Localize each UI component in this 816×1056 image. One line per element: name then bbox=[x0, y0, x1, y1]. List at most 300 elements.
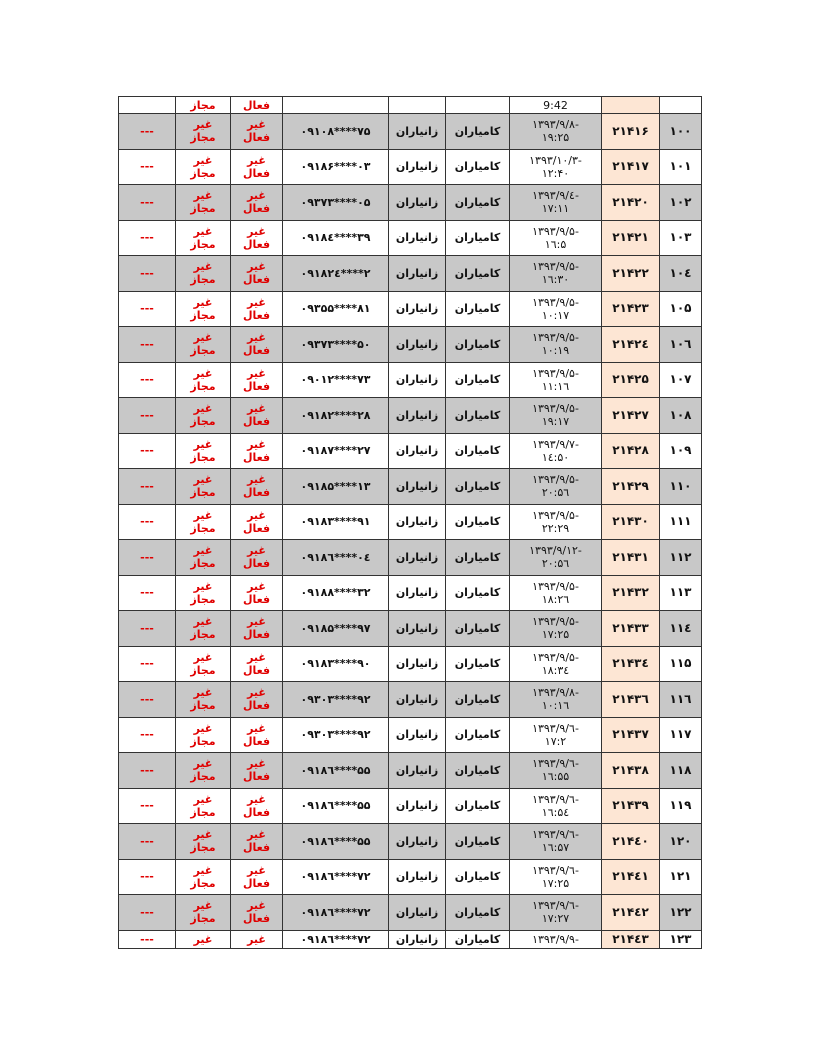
activity-status-cell-line: غیر bbox=[247, 828, 266, 842]
row-number-cell: ۱۲۲ bbox=[660, 895, 702, 931]
date-cell-line: ۱۸:۲٦ bbox=[541, 592, 570, 606]
date-cell-line: ۱۳۹۳/۹/۵- bbox=[532, 473, 579, 487]
activity-status-cell-line: فعال bbox=[242, 912, 271, 926]
phone-cell: ۰۹۱۸٦****۰٤ bbox=[283, 540, 389, 576]
row-number-cell: ۱۰۳ bbox=[660, 220, 702, 256]
date-cell bbox=[510, 469, 602, 505]
date-cell bbox=[510, 611, 602, 647]
date-cell-line: ۱۳۹۳/۹/۸- bbox=[532, 118, 579, 132]
city-cell bbox=[446, 97, 510, 114]
phone-cell: ۰۹۱۸٦****۷۲ bbox=[283, 895, 389, 931]
date-cell bbox=[510, 646, 602, 682]
activity-status-cell-line: غیر bbox=[247, 189, 266, 203]
activity-status-cell-line: غیر bbox=[247, 579, 266, 593]
authorization-status-cell bbox=[176, 398, 231, 434]
date-cell bbox=[510, 753, 602, 789]
phone-cell: ۰۹۳۵۵****۸۱ bbox=[283, 291, 389, 327]
date-cell-line: ۱۳۹۳/۹/۵- bbox=[532, 508, 579, 522]
company-cell: زانیاران bbox=[389, 824, 446, 860]
table-row bbox=[119, 185, 702, 221]
date-cell-line: ۱۳۹۳/۹/٦- bbox=[532, 899, 579, 913]
table-row bbox=[119, 114, 702, 150]
activity-status-cell-line: غیر bbox=[247, 686, 266, 700]
authorization-status-cell-line: غیر bbox=[193, 650, 213, 664]
transaction-id-cell: ۲۱۴۲۹ bbox=[602, 469, 660, 505]
company-cell: زانیاران bbox=[389, 469, 446, 505]
city-cell: کامیاران bbox=[446, 611, 510, 647]
table-row bbox=[119, 433, 702, 469]
activity-status-cell-line: فعال bbox=[242, 131, 271, 145]
transaction-id-cell: ۲۱۴۳۱ bbox=[602, 540, 660, 576]
authorization-status-cell bbox=[176, 220, 231, 256]
activity-status-cell bbox=[231, 433, 283, 469]
row-number-cell: ۱۱۲ bbox=[660, 540, 702, 576]
authorization-status-cell-line: مجاز bbox=[190, 273, 216, 287]
activity-status-cell-line: فعال bbox=[242, 663, 271, 677]
city-cell: کامیاران bbox=[446, 540, 510, 576]
transaction-id-cell: ۲۱۴۳۲ bbox=[602, 575, 660, 611]
date-cell bbox=[510, 717, 602, 753]
dash-cell: --- bbox=[119, 646, 176, 682]
authorization-status-cell-line: مجاز bbox=[190, 628, 216, 642]
city-cell: کامیاران bbox=[446, 930, 510, 948]
company-cell: زانیاران bbox=[389, 717, 446, 753]
date-cell-line: ۲۰:۵٦ bbox=[541, 557, 570, 571]
authorization-status-cell bbox=[176, 682, 231, 718]
transaction-id-cell: ۲۱۴۳۳ bbox=[602, 611, 660, 647]
authorization-status-cell bbox=[176, 753, 231, 789]
date-cell-line: ۱۳۹۳/۱۰/۳- bbox=[529, 153, 582, 167]
authorization-status-cell bbox=[176, 575, 231, 611]
city-cell: کامیاران bbox=[446, 717, 510, 753]
table-row bbox=[119, 504, 702, 540]
transaction-id-cell: ۲۱۴۳۰ bbox=[602, 504, 660, 540]
phone-cell: ۰۹۱۰۸****۷۵ bbox=[283, 114, 389, 150]
city-cell: کامیاران bbox=[446, 362, 510, 398]
activity-status-cell-line: غیر bbox=[247, 863, 266, 877]
activity-status-cell bbox=[231, 646, 283, 682]
table-row bbox=[119, 895, 702, 931]
date-cell bbox=[510, 788, 602, 824]
phone-cell: ۰۹۳۰۳****۹۲ bbox=[283, 717, 389, 753]
phone-cell: ۰۹۱۸٦****۵۵ bbox=[283, 753, 389, 789]
row-number-cell: ۱۰۹ bbox=[660, 433, 702, 469]
date-cell-line: ۱۳۹۳/۹/۵- bbox=[532, 650, 579, 664]
dash-cell: --- bbox=[119, 433, 176, 469]
table-row bbox=[119, 469, 702, 505]
authorization-status-cell-line: غیر bbox=[193, 402, 213, 416]
city-cell: کامیاران bbox=[446, 149, 510, 185]
company-cell bbox=[389, 97, 446, 114]
authorization-status-cell bbox=[176, 185, 231, 221]
activity-status-cell bbox=[231, 220, 283, 256]
transaction-id-cell bbox=[602, 97, 660, 114]
company-cell: زانیاران bbox=[389, 575, 446, 611]
authorization-status-cell-line: غیر bbox=[193, 260, 213, 274]
authorization-status-cell bbox=[176, 646, 231, 682]
row-number-cell: ۱۱٦ bbox=[660, 682, 702, 718]
company-cell: زانیاران bbox=[389, 327, 446, 363]
dash-cell: --- bbox=[119, 398, 176, 434]
row-number-cell: ۱۱۵ bbox=[660, 646, 702, 682]
date-cell-line: ۱۳۹۳/۹/۵- bbox=[532, 295, 579, 309]
activity-status-cell-line: غیر bbox=[247, 331, 266, 345]
activity-status-cell-line: فعال bbox=[242, 415, 271, 429]
row-number-cell: ۱۰۰ bbox=[660, 114, 702, 150]
date-cell bbox=[510, 362, 602, 398]
date-cell-line: ۱۷:۲۷ bbox=[541, 912, 570, 926]
date-cell-line: ۱٦:۵٤ bbox=[541, 805, 570, 819]
date-cell-line: ۱۸:۳٤ bbox=[541, 663, 570, 677]
authorization-status-cell-line: غیر bbox=[193, 579, 213, 593]
activity-status-cell-line: فعال bbox=[242, 699, 271, 713]
date-cell-line: ۱۱:۱٦ bbox=[541, 379, 570, 393]
activity-status-cell-line: غیر bbox=[247, 118, 266, 132]
authorization-status-cell bbox=[176, 717, 231, 753]
date-cell bbox=[510, 504, 602, 540]
row-number-cell: ۱۰۵ bbox=[660, 291, 702, 327]
date-cell-line: ۱۳۹۳/۹/۵- bbox=[532, 224, 579, 238]
date-cell bbox=[510, 256, 602, 292]
date-cell: 9:42 bbox=[510, 97, 602, 114]
activity-status-cell-line: فعال bbox=[242, 557, 271, 571]
date-cell-line: ۱٤:۵۰ bbox=[541, 450, 570, 464]
table-row bbox=[119, 220, 702, 256]
authorization-status-cell: غیر bbox=[176, 930, 231, 948]
activity-status-cell-line: فعال bbox=[242, 379, 271, 393]
activity-status-cell-line: فعال bbox=[242, 521, 271, 535]
authorization-status-cell-line: غیر bbox=[193, 508, 213, 522]
activity-status-cell bbox=[231, 824, 283, 860]
row-number-cell: ۱۱۳ bbox=[660, 575, 702, 611]
dash-cell: --- bbox=[119, 859, 176, 895]
table-row bbox=[119, 859, 702, 895]
activity-status-cell-line: فعال bbox=[242, 628, 271, 642]
authorization-status-cell-line: مجاز bbox=[190, 805, 216, 819]
date-cell bbox=[510, 575, 602, 611]
authorization-status-cell bbox=[176, 114, 231, 150]
dash-cell: --- bbox=[119, 753, 176, 789]
authorization-status-cell-line: غیر bbox=[193, 366, 213, 380]
activity-status-cell-line: غیر bbox=[247, 153, 266, 167]
dash-cell bbox=[119, 97, 176, 114]
date-cell-line: ۱۹:۲۵ bbox=[541, 131, 570, 145]
city-cell: کامیاران bbox=[446, 114, 510, 150]
authorization-status-cell-line: غیر bbox=[193, 437, 213, 451]
activity-status-cell-line: فعال bbox=[242, 841, 271, 855]
table-row bbox=[119, 646, 702, 682]
phone-cell: ۰۹۱۸٦****۷۲ bbox=[283, 859, 389, 895]
date-cell-line: ۱۳۹۳/۹/٦- bbox=[532, 863, 579, 877]
company-cell: زانیاران bbox=[389, 682, 446, 718]
authorization-status-cell bbox=[176, 327, 231, 363]
authorization-status-cell bbox=[176, 291, 231, 327]
phone-cell: ۰۹۱۸۸****۳۲ bbox=[283, 575, 389, 611]
activity-status-cell bbox=[231, 185, 283, 221]
activity-status-cell-line: فعال bbox=[242, 308, 271, 322]
activity-status-cell bbox=[231, 504, 283, 540]
authorization-status-cell bbox=[176, 859, 231, 895]
date-cell bbox=[510, 114, 602, 150]
phone-cell: ۰۹۱۸۵****۱۳ bbox=[283, 469, 389, 505]
authorization-status-cell bbox=[176, 824, 231, 860]
dash-cell: --- bbox=[119, 185, 176, 221]
date-cell bbox=[510, 540, 602, 576]
authorization-status-cell-line: غیر bbox=[193, 899, 213, 913]
activity-status-cell-line: فعال bbox=[242, 344, 271, 358]
row-number-cell: ۱۰۷ bbox=[660, 362, 702, 398]
date-cell-line: ۱۷:۲۵ bbox=[541, 876, 570, 890]
city-cell: کامیاران bbox=[446, 327, 510, 363]
date-cell-line: ۱۳۹۳/۹/٦- bbox=[532, 721, 579, 735]
phone-cell: ۰۹۱۸۲****۲۸ bbox=[283, 398, 389, 434]
transaction-id-cell: ۲۱۴۲۱ bbox=[602, 220, 660, 256]
transaction-id-cell: ۲۱۴٤۰ bbox=[602, 824, 660, 860]
phone-cell: ۰۹۱۸٤****۳۹ bbox=[283, 220, 389, 256]
date-cell-line: ۱۰:۱۹ bbox=[541, 344, 570, 358]
table-row bbox=[119, 149, 702, 185]
activity-status-cell-line: غیر bbox=[247, 544, 266, 558]
table-row bbox=[119, 717, 702, 753]
authorization-status-cell-line: غیر bbox=[193, 224, 213, 238]
authorization-status-cell-line: غیر bbox=[193, 544, 213, 558]
city-cell: کامیاران bbox=[446, 646, 510, 682]
authorization-status-cell-line: مجاز bbox=[190, 876, 216, 890]
activity-status-cell-line: غیر bbox=[247, 260, 266, 274]
date-cell-line: ۱۳۹۳/۹/٤- bbox=[532, 189, 579, 203]
city-cell: کامیاران bbox=[446, 256, 510, 292]
authorization-status-cell-line: مجاز bbox=[190, 770, 216, 784]
dash-cell: --- bbox=[119, 469, 176, 505]
date-cell-line: ۱۷:۱۱ bbox=[541, 202, 570, 216]
transaction-id-cell: ۲۱۴۲۰ bbox=[602, 185, 660, 221]
activity-status-cell bbox=[231, 788, 283, 824]
date-cell-line: ۱۳۹۳/۹/٦- bbox=[532, 757, 579, 771]
authorization-status-cell-line: غیر bbox=[193, 189, 213, 203]
row-number-cell bbox=[660, 97, 702, 114]
table-row bbox=[119, 930, 702, 948]
authorization-status-cell-line: غیر bbox=[193, 615, 213, 629]
activity-status-cell bbox=[231, 682, 283, 718]
authorization-status-cell bbox=[176, 433, 231, 469]
authorization-status-cell-line: مجاز bbox=[190, 841, 216, 855]
date-cell-line: ۱۳۹۳/۹/۱۲- bbox=[529, 544, 582, 558]
date-cell bbox=[510, 398, 602, 434]
company-cell: زانیاران bbox=[389, 220, 446, 256]
authorization-status-cell-line: غیر bbox=[193, 792, 213, 806]
city-cell: کامیاران bbox=[446, 788, 510, 824]
row-number-cell: ۱۰۱ bbox=[660, 149, 702, 185]
activity-status-cell-line: فعال bbox=[242, 734, 271, 748]
activity-status-cell bbox=[231, 753, 283, 789]
date-cell bbox=[510, 682, 602, 718]
transaction-id-cell: ۲۱۴۲٤ bbox=[602, 327, 660, 363]
dash-cell: --- bbox=[119, 327, 176, 363]
authorization-status-cell: مجاز bbox=[176, 97, 231, 114]
authorization-status-cell-line: مجاز bbox=[190, 557, 216, 571]
date-cell-line: ۱۰:۱٦ bbox=[541, 699, 570, 713]
activity-status-cell-line: غیر bbox=[247, 721, 266, 735]
city-cell: کامیاران bbox=[446, 433, 510, 469]
table-row bbox=[119, 611, 702, 647]
date-cell bbox=[510, 895, 602, 931]
transaction-id-cell: ۲۱۴۲۵ bbox=[602, 362, 660, 398]
dash-cell: --- bbox=[119, 362, 176, 398]
activity-status-cell-line: فعال bbox=[242, 770, 271, 784]
date-cell-line: ۱۳۹۳/۹/۵- bbox=[532, 260, 579, 274]
company-cell: زانیاران bbox=[389, 788, 446, 824]
row-number-cell: ۱۲۰ bbox=[660, 824, 702, 860]
company-cell: زانیاران bbox=[389, 611, 446, 647]
city-cell: کامیاران bbox=[446, 469, 510, 505]
authorization-status-cell bbox=[176, 362, 231, 398]
transaction-id-cell: ۲۱۴۳۸ bbox=[602, 753, 660, 789]
dash-cell: --- bbox=[119, 504, 176, 540]
transaction-id-cell: ۲۱۴٤۲ bbox=[602, 895, 660, 931]
row-number-cell: ۱۰٤ bbox=[660, 256, 702, 292]
activity-status-cell-line: فعال bbox=[242, 592, 271, 606]
phone-cell: ۰۹۳۰۳****۹۲ bbox=[283, 682, 389, 718]
phone-cell: ۰۹۱۸۵****۹۷ bbox=[283, 611, 389, 647]
transaction-id-cell: ۲۱۴۲۲ bbox=[602, 256, 660, 292]
phone-cell: ۰۹۳۷۳****۵۰ bbox=[283, 327, 389, 363]
activity-status-cell-line: فعال bbox=[242, 237, 271, 251]
authorization-status-cell bbox=[176, 611, 231, 647]
transaction-id-cell: ۲۱۴۲۷ bbox=[602, 398, 660, 434]
authorization-status-cell bbox=[176, 149, 231, 185]
authorization-status-cell-line: مجاز bbox=[190, 379, 216, 393]
city-cell: کامیاران bbox=[446, 895, 510, 931]
date-cell-line: ۱۷:۲۵ bbox=[541, 628, 570, 642]
date-cell-line: ۱۳۹۳/۹/٦- bbox=[532, 828, 579, 842]
company-cell: زانیاران bbox=[389, 504, 446, 540]
phone-cell: ۰۹۱۸٦****۷۲ bbox=[283, 930, 389, 948]
date-cell-line: ۲۰:۵٦ bbox=[541, 486, 570, 500]
phone-cell: ۰۹۱۸٦****۵۵ bbox=[283, 788, 389, 824]
company-cell: زانیاران bbox=[389, 398, 446, 434]
dash-cell: --- bbox=[119, 682, 176, 718]
authorization-status-cell bbox=[176, 788, 231, 824]
activity-status-cell-line: فعال bbox=[242, 876, 271, 890]
date-cell bbox=[510, 859, 602, 895]
activity-status-cell: غیر bbox=[231, 930, 283, 948]
phone-cell: ۰۹۱۸۳****۹۰ bbox=[283, 646, 389, 682]
transaction-id-cell: ۲۱۴٤۳ bbox=[602, 930, 660, 948]
authorization-status-cell-line: مجاز bbox=[190, 521, 216, 535]
authorization-status-cell-line: مجاز bbox=[190, 592, 216, 606]
activity-status-cell-line: غیر bbox=[247, 757, 266, 771]
authorization-status-cell-line: غیر bbox=[193, 828, 213, 842]
row-number-cell: ۱۰٦ bbox=[660, 327, 702, 363]
date-cell-line: ۱۰:۱۷ bbox=[541, 308, 570, 322]
authorization-status-cell-line: مجاز bbox=[190, 486, 216, 500]
company-cell: زانیاران bbox=[389, 433, 446, 469]
city-cell: کامیاران bbox=[446, 504, 510, 540]
company-cell: زانیاران bbox=[389, 540, 446, 576]
activity-status-cell-line: غیر bbox=[247, 650, 266, 664]
table-row bbox=[119, 398, 702, 434]
city-cell: کامیاران bbox=[446, 291, 510, 327]
table-row bbox=[119, 97, 702, 114]
phone-cell: ۰۹۱۸۳****۹۱ bbox=[283, 504, 389, 540]
date-cell-line: ۱۳۹۳/۹/۵- bbox=[532, 615, 579, 629]
activity-status-cell-line: فعال bbox=[242, 166, 271, 180]
city-cell: کامیاران bbox=[446, 824, 510, 860]
table-row bbox=[119, 291, 702, 327]
dash-cell: --- bbox=[119, 824, 176, 860]
activity-status-cell bbox=[231, 149, 283, 185]
transaction-id-cell: ۲۱۴۲۳ bbox=[602, 291, 660, 327]
activity-status-cell-line: غیر bbox=[247, 473, 266, 487]
city-cell: کامیاران bbox=[446, 859, 510, 895]
dash-cell: --- bbox=[119, 575, 176, 611]
company-cell: زانیاران bbox=[389, 859, 446, 895]
date-cell-line: ۱۳۹۳/۹/۵- bbox=[532, 366, 579, 380]
row-number-cell: ۱۱٤ bbox=[660, 611, 702, 647]
phone-cell: ۰۹۱۸۶****۰۳ bbox=[283, 149, 389, 185]
dash-cell: --- bbox=[119, 788, 176, 824]
date-cell bbox=[510, 433, 602, 469]
authorization-status-cell bbox=[176, 895, 231, 931]
city-cell: کامیاران bbox=[446, 185, 510, 221]
authorization-status-cell-line: غیر bbox=[193, 473, 213, 487]
activity-status-cell bbox=[231, 291, 283, 327]
date-cell bbox=[510, 327, 602, 363]
activity-status-cell bbox=[231, 611, 283, 647]
table-row bbox=[119, 540, 702, 576]
authorization-status-cell-line: مجاز bbox=[190, 734, 216, 748]
authorization-status-cell-line: غیر bbox=[193, 118, 213, 132]
dash-cell: --- bbox=[119, 540, 176, 576]
table-row bbox=[119, 824, 702, 860]
authorization-status-cell-line: غیر bbox=[193, 686, 213, 700]
row-number-cell: ۱۰۲ bbox=[660, 185, 702, 221]
dash-cell: --- bbox=[119, 114, 176, 150]
authorization-status-cell-line: غیر bbox=[193, 757, 213, 771]
activity-status-cell bbox=[231, 362, 283, 398]
authorization-status-cell-line: مجاز bbox=[190, 415, 216, 429]
activity-status-cell-line: غیر bbox=[247, 615, 266, 629]
date-cell-line: ۱۹:۱۷ bbox=[541, 415, 570, 429]
transaction-id-cell: ۲۱۴۱۷ bbox=[602, 149, 660, 185]
activity-status-cell bbox=[231, 114, 283, 150]
authorization-status-cell-line: مجاز bbox=[190, 699, 216, 713]
company-cell: زانیاران bbox=[389, 646, 446, 682]
dash-cell: --- bbox=[119, 611, 176, 647]
records-table bbox=[118, 96, 702, 949]
company-cell: زانیاران bbox=[389, 149, 446, 185]
company-cell: زانیاران bbox=[389, 185, 446, 221]
activity-status-cell-line: غیر bbox=[247, 402, 266, 416]
company-cell: زانیاران bbox=[389, 753, 446, 789]
activity-status-cell bbox=[231, 469, 283, 505]
date-cell-line: ۲۲:۲۹ bbox=[541, 521, 570, 535]
phone-cell: ۰۹۱۸۷****۲۷ bbox=[283, 433, 389, 469]
table-row bbox=[119, 753, 702, 789]
authorization-status-cell-line: غیر bbox=[193, 153, 213, 167]
activity-status-cell-line: غیر bbox=[247, 508, 266, 522]
authorization-status-cell-line: غیر bbox=[193, 863, 213, 877]
phone-cell bbox=[283, 97, 389, 114]
dash-cell: --- bbox=[119, 930, 176, 948]
phone-cell: ۰۹۱۸٦****۵۵ bbox=[283, 824, 389, 860]
activity-status-cell bbox=[231, 398, 283, 434]
authorization-status-cell-line: مجاز bbox=[190, 308, 216, 322]
activity-status-cell-line: فعال bbox=[242, 202, 271, 216]
city-cell: کامیاران bbox=[446, 575, 510, 611]
activity-status-cell-line: فعال bbox=[242, 450, 271, 464]
activity-status-cell-line: فعال bbox=[242, 805, 271, 819]
